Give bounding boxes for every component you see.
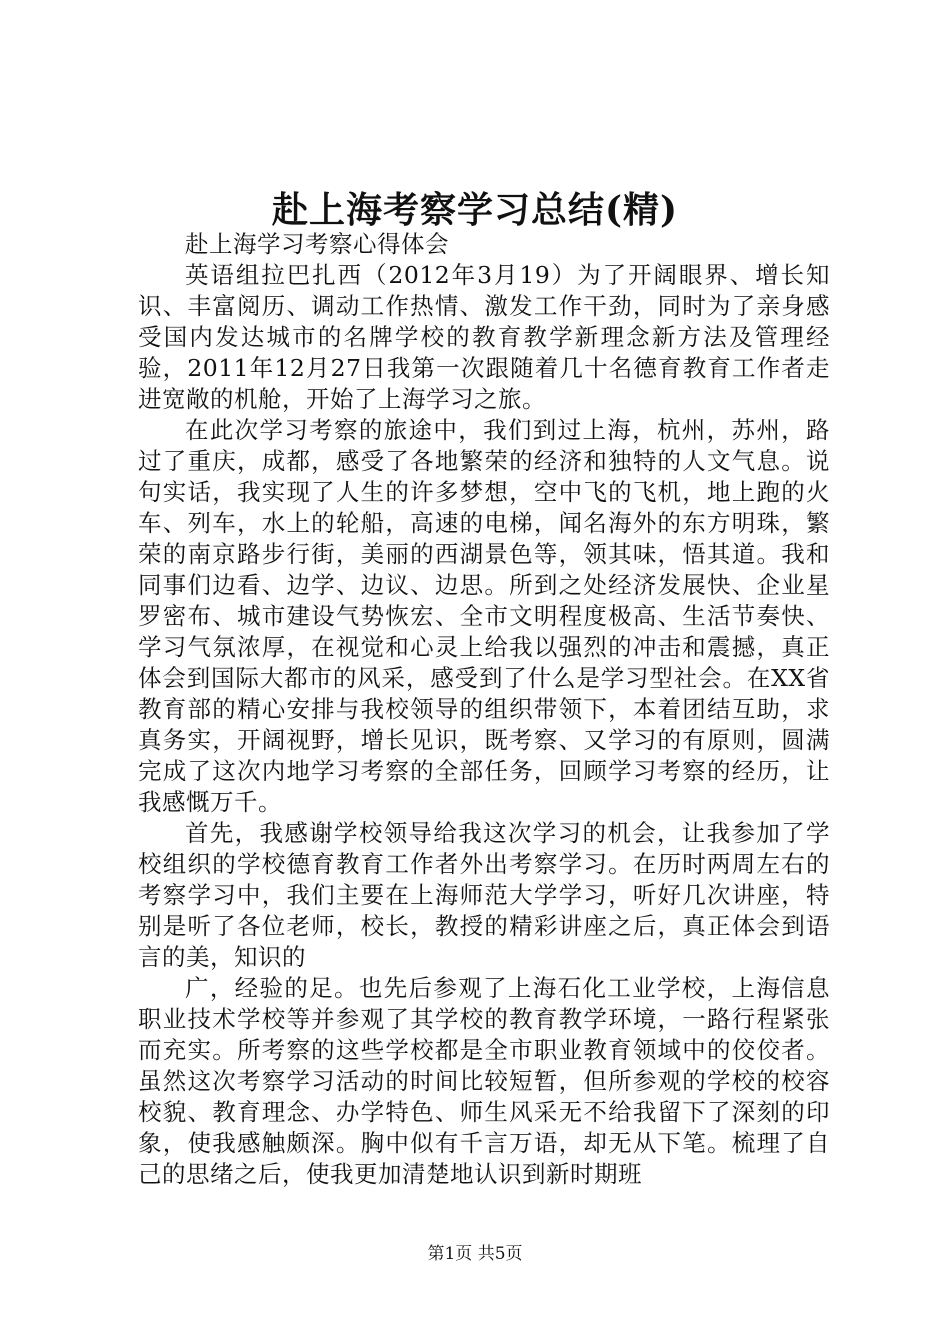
paragraph: 英语组拉巴扎西（2012年3月19）为了开阔眼界、增长知识、丰富阅历、调动工作热情、激发工作干劲，同时为了亲身感受国内发达城市的名牌学校的教育教学新理念新方法及管理经验，2011年12月27日我第一次跟随着几十名德育教育工作者走进宽敞的机舱，开始了上海学习之旅。: [138, 261, 830, 413]
page-number: 第1页 共5页: [427, 1244, 523, 1264]
paragraph: 首先，我感谢学校领导给我这次学习的机会，让我参加了学校组织的学校德育教育工作者外出考察学习。在历时两周左右的考察学习中，我们主要在上海师范大学学习，听好几次讲座，特别是听了各位老师，校长，教授的精彩讲座之后，真正体会到语言的美，知识的: [138, 819, 830, 971]
document-body: [138, 229, 830, 1190]
paragraph: 广，经验的足。也先后参观了上海石化工业学校，上海信息职业技术学校等并参观了其学校的教育教学环境，一路行程紧张而充实。所考察的这些学校都是全市职业教育领域中的佼佼者。虽然这次考察学习活动的时间比较短暂，但所参观的学校的校容校貌、教育理念、办学特色、师生风采无不给我留下了深刻的印象，使我感触颇深。胸中似有千言万语，却无从下笔。梳理了自己的思绪之后，使我更加清楚地认识到新时期班: [138, 974, 830, 1188]
paragraph-subtitle: 赴上海学习考察心得体会: [185, 230, 449, 258]
paragraph: 在此次学习考察的旅途中，我们到过上海，杭州，苏州，路过了重庆，成都，感受了各地繁荣的经济和独特的人文气息。说句实话，我实现了人生的许多梦想，空中飞的飞机，地上跑的火车、列车，水上的轮船，高速的电梯，闻名海外的东方明珠，繁荣的南京路步行街，美丽的西湖景色等，领其味，悟其道。我和同事们边看、边学、边议、边思。所到之处经济发展快、企业星罗密布、城市建设气势恢宏、全市文明程度极高、生活节奏快、学习气氛浓厚，在视觉和心灵上给我以强烈的冲击和震撼，真正体会到国际大都市的风采，感受到了什么是学习型社会。在XX省教育部的精心安排与我校领导的组织带领下，本着团结互助，求真务实，开阔视野，增长见识，既考察、又学习的有原则，圆满完成了这次内地学习考察的全部任务，回顾学习考察的经历，让我感慨万千。: [138, 416, 830, 816]
page-title: 赴上海考察学习总结(精): [271, 189, 679, 231]
